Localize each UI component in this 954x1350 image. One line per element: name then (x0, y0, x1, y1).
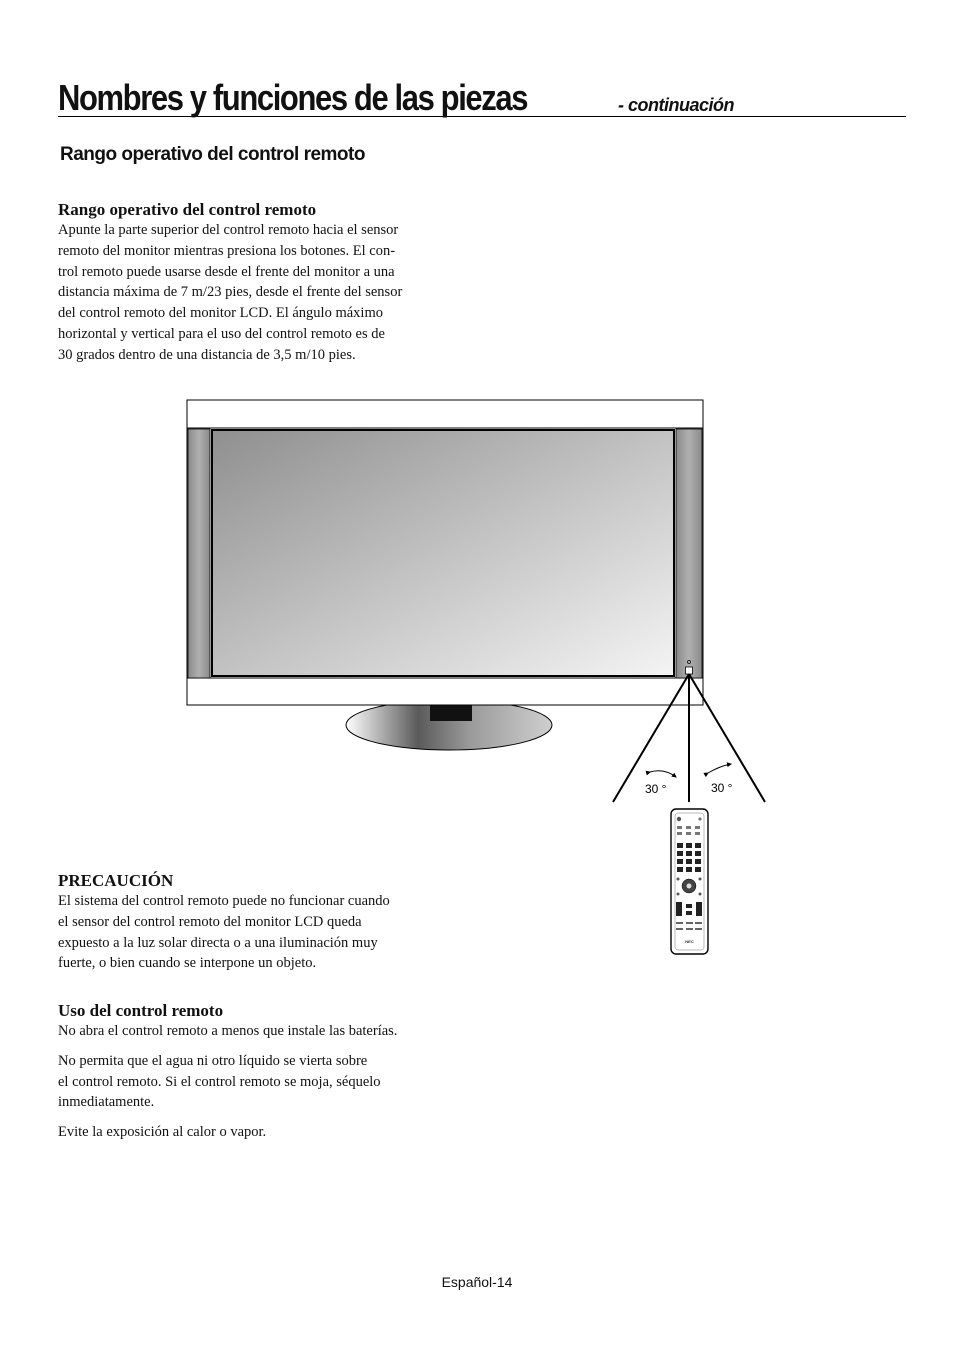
monitor-stand-neck (430, 704, 472, 721)
remote-brand-logo: NEC (685, 939, 694, 944)
usage-paragraph-3: Evite la exposición al calor o vapor. (58, 1124, 267, 1141)
angle-arrow-right-icon (708, 764, 731, 773)
range-paragraph: Apunte la parte superior del control remoto hacia el sensor remoto del monitor mientras presiona los botones. El con- trol remoto puede usarse desde el frente del monitor a una distancia máxima de 7 m/23 pies, desde el frente del sensor del control remoto del monitor LCD. El ángulo máximo horizontal y vertical para el uso del control remoto es de 30 grados dentro de una distancia de 3,5 m/10 pies. (58, 222, 403, 363)
angle-arrow-left-icon (650, 771, 676, 777)
remote-sensor (686, 667, 693, 674)
lcd-monitor (187, 400, 703, 750)
angle-label-left: 30 ° (645, 782, 667, 796)
range-heading: Rango operativo del control remoto (58, 200, 317, 219)
angle-label-right: 30 ° (711, 781, 733, 795)
page-number: Español-14 (441, 1274, 513, 1290)
usage-paragraph-2: No permita que el agua ni otro líquido se vierta sobre el control remoto. Si el control remoto se moja, séquelo inmediatamente. (58, 1052, 381, 1111)
remote-control (671, 809, 708, 954)
page-title-suffix: - continuación (618, 95, 734, 115)
page-title-main: Nombres y funciones de las piezas (58, 77, 528, 118)
usage-heading: Uso del control remoto (58, 1001, 224, 1020)
caution-heading: PRECAUCIÓN (58, 871, 174, 890)
remote-power-button (677, 817, 681, 821)
usage-paragraph-1: No abra el control remoto a menos que instale las baterías. (58, 1023, 398, 1039)
caution-paragraph: El sistema del control remoto puede no funcionar cuando el sensor del control remoto del monitor LCD queda expuesto a la luz solar directa o a una iluminación muy fuerte, o bien cuando se interpone un objeto. (58, 893, 390, 972)
speaker-right (676, 429, 702, 678)
monitor-screen (212, 430, 674, 676)
speaker-left (188, 429, 210, 678)
section-heading: Rango operativo del control remoto (60, 144, 365, 165)
